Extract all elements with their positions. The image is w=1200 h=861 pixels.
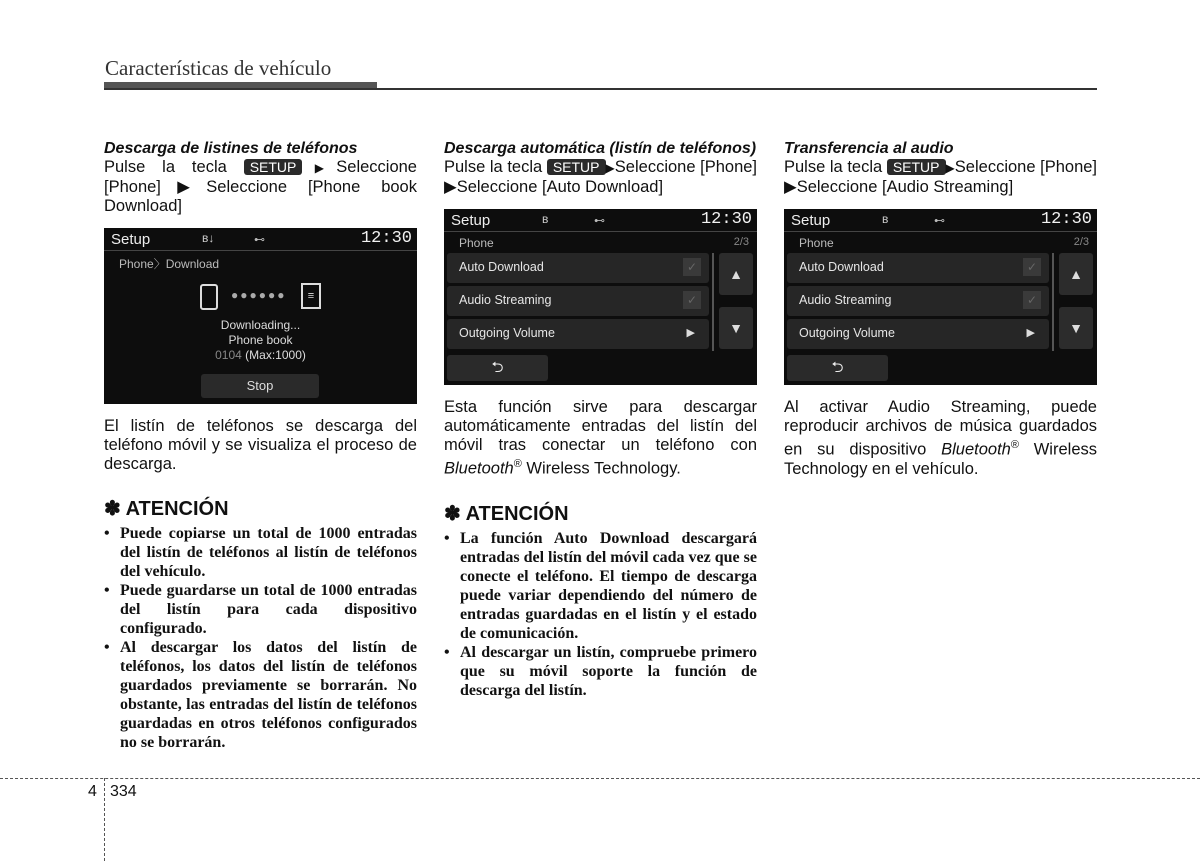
screen-title: Setup	[451, 212, 491, 229]
back-button[interactable]: ⮌	[787, 355, 888, 381]
footer-dashed-rule	[0, 778, 1200, 779]
menu-row-outgoing-volume[interactable]	[447, 319, 709, 349]
phone-settings-screen	[444, 209, 757, 385]
footer-dashed-divider	[104, 778, 105, 861]
page-number: 334	[110, 783, 137, 800]
instruction-prefix: Pulse la tecla	[104, 158, 227, 176]
checkbox-icon[interactable]: ✓	[683, 291, 701, 309]
attention-item: • Al descargar los datos del listín de teléfonos, los datos del listín de teléfonos guardados previamente se borrarán. No obstante, las entradas del listín de teléfonos guardadas en otros teléfonos configurados no se borrarán.	[104, 638, 417, 752]
screen-breadcrumb: Phone	[459, 236, 494, 250]
scroll-up-button[interactable]: ▲	[1059, 253, 1093, 295]
download-max: (Max:1000)	[245, 348, 306, 362]
menu-row-label: Outgoing Volume	[459, 326, 555, 340]
screen-clock: 12:30	[700, 210, 752, 229]
download-status: Downloading...	[220, 318, 301, 332]
instruction-text	[784, 158, 1097, 197]
setup-key-badge: SETUP	[887, 159, 946, 175]
registered-mark: ®	[513, 458, 522, 470]
screen-title: Setup	[791, 212, 831, 229]
section-subtitle: Descarga automática (listín de teléfonos)	[444, 140, 757, 157]
download-progress	[104, 348, 417, 362]
phone-settings-screen	[784, 209, 1097, 385]
scroll-down-button[interactable]: ▼	[719, 307, 753, 349]
scroll-down-button[interactable]: ▼	[1059, 307, 1093, 349]
column-auto-download	[444, 139, 757, 700]
download-count: 0104	[215, 348, 242, 362]
menu-row-outgoing-volume[interactable]	[787, 319, 1049, 349]
screen-divider	[104, 250, 417, 251]
page-header-title: Características de vehículo	[105, 56, 332, 80]
menu-row-label: Audio Streaming	[799, 293, 892, 307]
column-phonebook-download	[104, 139, 417, 752]
chapter-number: 4	[88, 783, 97, 800]
attention-item: • Al descargar un listín, compruebe primero que su móvil soporte la función de descarga del listín.	[444, 643, 757, 700]
header-rule	[104, 88, 1097, 90]
screen-breadcrumb: Phone〉Download	[119, 257, 220, 271]
screen-page-indicator: 2/3	[1073, 236, 1089, 248]
checkbox-icon[interactable]: ✓	[683, 258, 701, 276]
menu-row-audio-streaming[interactable]	[447, 286, 709, 316]
description-italic: Bluetooth	[444, 459, 514, 478]
setup-key-badge: SETUP	[244, 159, 303, 175]
scrollbar-track[interactable]	[1052, 253, 1054, 351]
arrow-right-icon: ▶	[605, 161, 615, 175]
menu-row-audio-streaming[interactable]	[787, 286, 1049, 316]
instruction-suffix: Seleccione [Phone]▶Seleccione [Phone book Download]	[104, 158, 417, 215]
screen-clock: 12:30	[1040, 210, 1092, 229]
screen-page-indicator: 2/3	[733, 236, 749, 248]
screen-breadcrumb: Phone	[799, 236, 834, 250]
phone-icon	[200, 284, 218, 310]
usb-icon: ⊷	[934, 215, 945, 227]
screen-title: Setup	[111, 231, 151, 248]
description-part: Al activar Audio Streaming, puede reproducir archivos de música guardados en su dispositivo	[784, 398, 1097, 459]
bluetooth-icon: ʙ	[542, 212, 549, 226]
arrow-right-icon: ▶	[302, 161, 337, 175]
scroll-up-button[interactable]: ▲	[719, 253, 753, 295]
description-part: Wireless Technology.	[521, 459, 681, 478]
description-italic: Bluetooth	[941, 440, 1011, 459]
instruction-text	[444, 158, 757, 197]
attention-item: • La función Auto Download descargará entradas del listín del móvil cada vez que se conecte el teléfono. El tiempo de descarga puede variar dependiendo del número de entradas guardadas en el listín y el estado de comunicación.	[444, 529, 757, 643]
description-text	[444, 398, 757, 479]
instruction-prefix: Pulse la tecla	[784, 158, 883, 176]
download-item: Phone book	[228, 333, 293, 347]
attention-heading: ✽ ATENCIÓN	[444, 502, 569, 525]
attention-item: • Puede copiarse un total de 1000 entradas del listín de teléfonos al listín de teléfonos del vehículo.	[104, 524, 417, 581]
attention-heading: ✽ ATENCIÓN	[104, 498, 229, 520]
column-audio-transfer	[784, 139, 1097, 479]
checkbox-icon[interactable]: ✓	[1023, 291, 1041, 309]
instruction-text	[104, 158, 417, 216]
section-subtitle: Transferencia al audio	[784, 140, 954, 157]
description-part: Esta función sirve para descargar automáticamente entradas del listín del móvil tras conectar un teléfono con	[444, 398, 757, 454]
screen-clock: 12:30	[360, 229, 412, 248]
instruction-suffix: Seleccione [Phone] ▶Seleccione [Auto Download]	[444, 158, 758, 196]
menu-row-auto-download[interactable]	[447, 253, 709, 283]
screen-divider	[784, 231, 1097, 232]
usb-icon: ⊷	[594, 215, 605, 227]
stop-button[interactable]: Stop	[201, 374, 319, 398]
progress-dots-icon: ●●●●●●	[231, 288, 287, 302]
screen-divider	[444, 231, 757, 232]
usb-icon: ⊷	[254, 234, 265, 246]
menu-row-label: Auto Download	[799, 260, 884, 274]
back-button[interactable]: ⮌	[447, 355, 548, 381]
registered-mark: ®	[1010, 439, 1019, 451]
attention-item: • Puede guardarse un total de 1000 entradas del listín para cada dispositivo configurado.	[104, 581, 417, 638]
arrow-right-icon: ▶	[686, 327, 695, 339]
instruction-prefix: Pulse la tecla	[444, 158, 543, 176]
download-screen	[104, 228, 417, 404]
menu-row-label: Audio Streaming	[459, 293, 552, 307]
section-subtitle: Descarga de listines de teléfonos	[104, 140, 358, 157]
instruction-suffix: Seleccione [Phone] ▶Seleccione [Audio Streaming]	[784, 158, 1098, 196]
arrow-right-icon: ▶	[1026, 327, 1035, 339]
checkbox-icon[interactable]: ✓	[1023, 258, 1041, 276]
description-text	[784, 398, 1097, 479]
phonebook-doc-icon: ≡	[301, 283, 321, 309]
menu-row-auto-download[interactable]	[787, 253, 1049, 283]
bluetooth-icon: ʙ	[882, 212, 889, 226]
arrow-right-icon: ▶	[945, 161, 955, 175]
setup-key-badge: SETUP	[547, 159, 606, 175]
attention-list	[104, 524, 417, 752]
bluetooth-icon: ʙ↓	[202, 231, 215, 245]
scrollbar-track[interactable]	[712, 253, 714, 351]
attention-list	[444, 529, 757, 700]
description-text: El listín de teléfonos se descarga del teléfono móvil y se visualiza el proceso de descarga.	[104, 417, 417, 473]
description-part: Wireless Technology en el vehículo.	[784, 440, 1097, 478]
menu-row-label: Outgoing Volume	[799, 326, 895, 340]
menu-row-label: Auto Download	[459, 260, 544, 274]
